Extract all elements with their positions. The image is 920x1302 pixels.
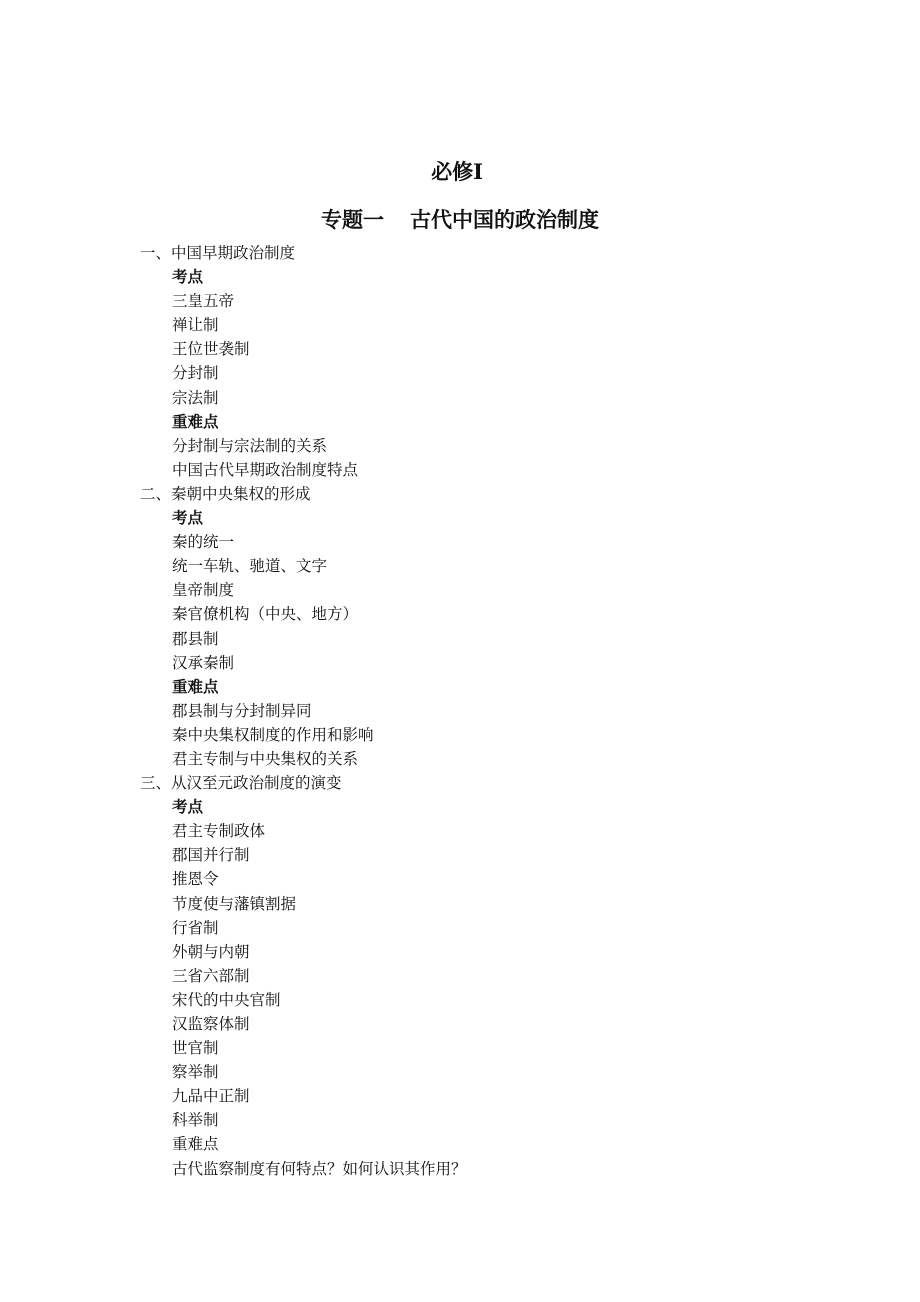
- subsection-label: 考点: [172, 508, 204, 528]
- list-item: 节度使与藩镇割据: [172, 894, 297, 913]
- list-item: 中国古代早期政治制度特点: [172, 460, 359, 479]
- list-item: 行省制: [172, 918, 219, 937]
- list-item: 统一车轨、驰道、文字: [172, 557, 328, 576]
- list-item: 重难点: [172, 1135, 219, 1154]
- list-item: 推恩令: [172, 870, 219, 889]
- list-item: 郡县制与分封制异同: [172, 701, 312, 720]
- list-item: 秦官僚机构（中央、地方）: [172, 605, 359, 624]
- list-item: 秦的统一: [172, 533, 235, 552]
- list-item: 分封制: [172, 364, 219, 383]
- subsection-label: 考点: [172, 267, 204, 287]
- list-item: 科举制: [172, 1111, 219, 1130]
- list-item: 郡县制: [172, 629, 219, 648]
- list-item: 君主专制与中央集权的关系: [172, 749, 359, 768]
- section-heading: 一、中国早期政治制度: [140, 244, 296, 262]
- list-item: 汉承秦制: [172, 653, 235, 672]
- topic-title: [0, 204, 920, 234]
- list-item: 九品中正制: [172, 1087, 250, 1106]
- section-heading: 三、从汉至元政治制度的演变: [140, 774, 342, 793]
- subsection-label: 重难点: [172, 411, 219, 431]
- list-item: 察举制: [172, 1063, 219, 1082]
- subsection-label: 考点: [172, 797, 204, 817]
- list-item: 三省六部制: [172, 966, 250, 985]
- list-item: 皇帝制度: [172, 581, 235, 600]
- topic-name: 古代中国的政治制度: [410, 207, 599, 232]
- subsection-label: 重难点: [172, 676, 219, 696]
- page-heading: 必修Ⅰ: [431, 159, 483, 184]
- list-item: 王位世袭制: [172, 340, 250, 359]
- section-heading: 二、秦朝中央集权的形成: [140, 484, 311, 503]
- list-item: 汉监察体制: [172, 1015, 250, 1033]
- list-item: 禅让制: [172, 316, 219, 335]
- list-item: 三皇五帝: [172, 292, 235, 311]
- list-item: 世官制: [172, 1039, 219, 1058]
- topic-number: 专题一: [321, 207, 384, 232]
- list-item: 分封制与宗法制的关系: [172, 436, 328, 455]
- list-item: 外朝与内朝: [172, 942, 250, 961]
- list-item: 秦中央集权制度的作用和影响: [172, 725, 374, 744]
- list-item: 君主专制政体: [172, 822, 266, 841]
- list-item: 郡国并行制: [172, 846, 250, 865]
- list-item: 宋代的中央官制: [172, 990, 281, 1009]
- outline-list: [140, 241, 467, 1181]
- list-item: 宗法制: [172, 388, 219, 407]
- list-item: 古代监察制度有何特点？如何认识其作用？: [172, 1159, 467, 1178]
